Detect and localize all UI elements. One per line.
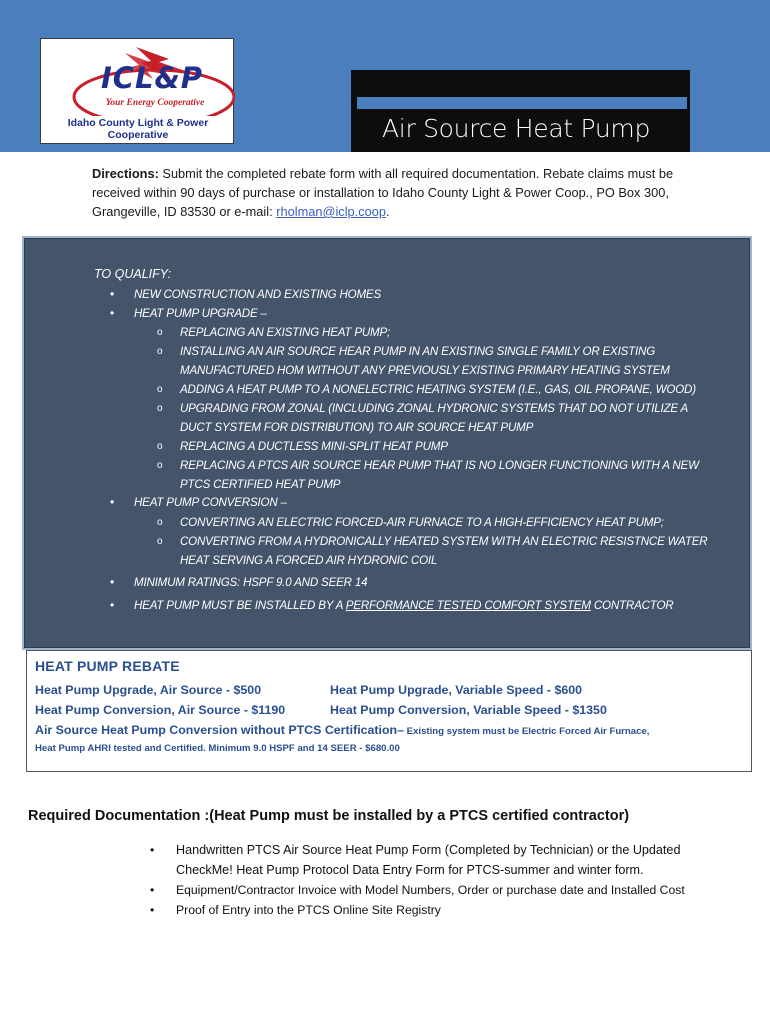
- conversion-item-hydronic-line2: HEAT SERVING A FORCED AIR HYDRONIC COIL: [180, 554, 438, 567]
- required-documentation-title: Required Documentation :(Heat Pump must be installed by a PTCS certified contractor): [28, 808, 630, 824]
- qualify-installer-requirement: [134, 599, 673, 612]
- title-block: [351, 70, 690, 152]
- upgrade-item-ptcs-line1: REPLACING A PTCS AIR SOURCE HEAR PUMP THAT IS NO LONGER FUNCTIONING WITH A NEW: [180, 459, 699, 472]
- bullet-icon: •: [110, 575, 115, 589]
- bullet-icon: •: [150, 843, 155, 857]
- logo-wordmark: ICL&P: [100, 61, 204, 95]
- sub-bullet-icon: o: [157, 346, 163, 357]
- page-title: Air Source Heat Pump: [382, 114, 651, 143]
- directions-text: Submit the completed rebate form with all required documentation. Rebate claims must be received within 90 days of purchase or installation to Idaho County Light & Power Coop., PO Box 300, Grangeville, ID 83530 or e-mail:: [92, 166, 674, 219]
- required-documentation-list: [150, 840, 730, 920]
- rebate-no-ptcs-main: Air Source Heat Pump Conversion without PTCS Certification–: [35, 723, 405, 737]
- rebate-section: [26, 650, 752, 772]
- upgrade-item-replacing: REPLACING AN EXISTING HEAT PUMP;: [180, 326, 391, 339]
- ptcs-contractor-link[interactable]: PERFORMANCE TESTED COMFORT SYSTEM: [345, 599, 591, 612]
- upgrade-item-zonal-line2: DUCT SYSTEM FOR DISTRIBUTION) TO AIR SOURCE HEAT PUMP: [180, 421, 534, 434]
- sub-bullet-icon: o: [157, 517, 163, 528]
- rebate-no-ptcs-note-line2: Heat Pump AHRI tested and Certified. Minimum 9.0 HSPF and 14 SEER - $680.00: [35, 743, 400, 754]
- qualify-minimum-ratings: MINIMUM RATINGS: HSPF 9.0 AND SEER 14: [134, 576, 368, 589]
- sub-bullet-icon: o: [157, 460, 163, 471]
- installer-text-post: CONTRACTOR: [590, 599, 674, 612]
- logo-tagline: Your Energy Cooperative: [105, 98, 205, 108]
- rebate-upgrade-variable: Heat Pump Upgrade, Variable Speed - $600: [330, 683, 583, 697]
- logo-org-line1: Idaho County Light & Power: [67, 117, 209, 129]
- installer-text-pre: HEAT PUMP MUST BE INSTALLED BY A: [134, 599, 346, 612]
- list-item: [150, 840, 730, 880]
- rebate-upgrade-air: Heat Pump Upgrade, Air Source - $500: [35, 683, 262, 697]
- title-stripe: [357, 97, 687, 109]
- upgrade-item-ptcs-line2: PTCS CERTIFIED HEAT PUMP: [180, 478, 341, 491]
- list-item: [150, 880, 730, 900]
- qualify-new-construction: NEW CONSTRUCTION AND EXISTING HOMES: [134, 288, 381, 301]
- email-link[interactable]: rholman@iclp.coop: [276, 204, 386, 219]
- directions-label: Directions:: [92, 166, 159, 181]
- rebate-conversion-variable: Heat Pump Conversion, Variable Speed - $1350: [330, 703, 607, 717]
- conversion-item-electric: CONVERTING AN ELECTRIC FORCED-AIR FURNACE TO A HIGH-EFFICIENCY HEAT PUMP;: [180, 516, 664, 529]
- sub-bullet-icon: o: [157, 384, 163, 395]
- logo-org-line2: Cooperative: [107, 129, 169, 141]
- qualify-upgrade-heading: HEAT PUMP UPGRADE –: [134, 307, 267, 320]
- sub-bullet-icon: o: [157, 403, 163, 414]
- qualify-conversion-heading: HEAT PUMP CONVERSION –: [134, 496, 287, 509]
- rebate-no-ptcs-note: Existing system must be Electric Forced Air Furnace,: [404, 726, 650, 737]
- sub-bullet-icon: o: [157, 536, 163, 547]
- upgrade-item-zonal-line1: UPGRADING FROM ZONAL (INCLUDING ZONAL HYDRONIC SYSTEMS THAT DO NOT UTILIZE A: [180, 402, 689, 415]
- required-item-invoice: Equipment/Contractor Invoice with Model Numbers, Order or purchase date and Installed Cost: [176, 883, 685, 897]
- directions-end: .: [385, 204, 390, 219]
- rebate-no-ptcs: [35, 723, 649, 737]
- sub-bullet-icon: o: [157, 327, 163, 338]
- sub-bullet-icon: o: [157, 441, 163, 452]
- rebate-title: HEAT PUMP REBATE: [35, 658, 180, 674]
- required-item-registry: Proof of Entry into the PTCS Online Site Registry: [176, 903, 441, 917]
- qualify-heading: TO QUALIFY:: [94, 267, 172, 281]
- bullet-icon: •: [110, 495, 115, 509]
- bullet-icon: •: [110, 306, 115, 320]
- list-item: [150, 900, 730, 920]
- upgrade-item-installing-line2: MANUFACTURED HOM WITHOUT ANY PREVIOUSLY EXISTING PRIMARY HEATING SYSTEM: [180, 364, 670, 377]
- bullet-icon: •: [110, 287, 115, 301]
- directions-paragraph: [92, 164, 722, 221]
- bullet-icon: •: [110, 598, 115, 612]
- bullet-icon: •: [150, 883, 155, 897]
- conversion-item-hydronic-line1: CONVERTING FROM A HYDRONICALLY HEATED SYSTEM WITH AN ELECTRIC RESISTNCE WATER: [180, 535, 708, 548]
- cooperative-logo: [40, 38, 234, 144]
- logo-org-name: [43, 117, 233, 141]
- upgrade-item-adding: ADDING A HEAT PUMP TO A NONELECTRIC HEATING SYSTEM (I.E., GAS, OIL PROPANE, WOOD): [180, 383, 696, 396]
- required-item-ptcs-form: Handwritten PTCS Air Source Heat Pump Form (Completed by Technician) or the Updated CheckMe! Heat Pump Protocol Data Entry Form for PTCS-summer and winter form.: [176, 843, 681, 877]
- qualify-panel: [22, 236, 752, 650]
- upgrade-item-mini-split: REPLACING A DUCTLESS MINI-SPLIT HEAT PUMP: [180, 440, 448, 453]
- rebate-conversion-air: Heat Pump Conversion, Air Source - $1190: [35, 703, 286, 717]
- upgrade-item-installing-line1: INSTALLING AN AIR SOURCE HEAR PUMP IN AN EXISTING SINGLE FAMILY OR EXISTING: [180, 345, 656, 358]
- bullet-icon: •: [150, 903, 155, 917]
